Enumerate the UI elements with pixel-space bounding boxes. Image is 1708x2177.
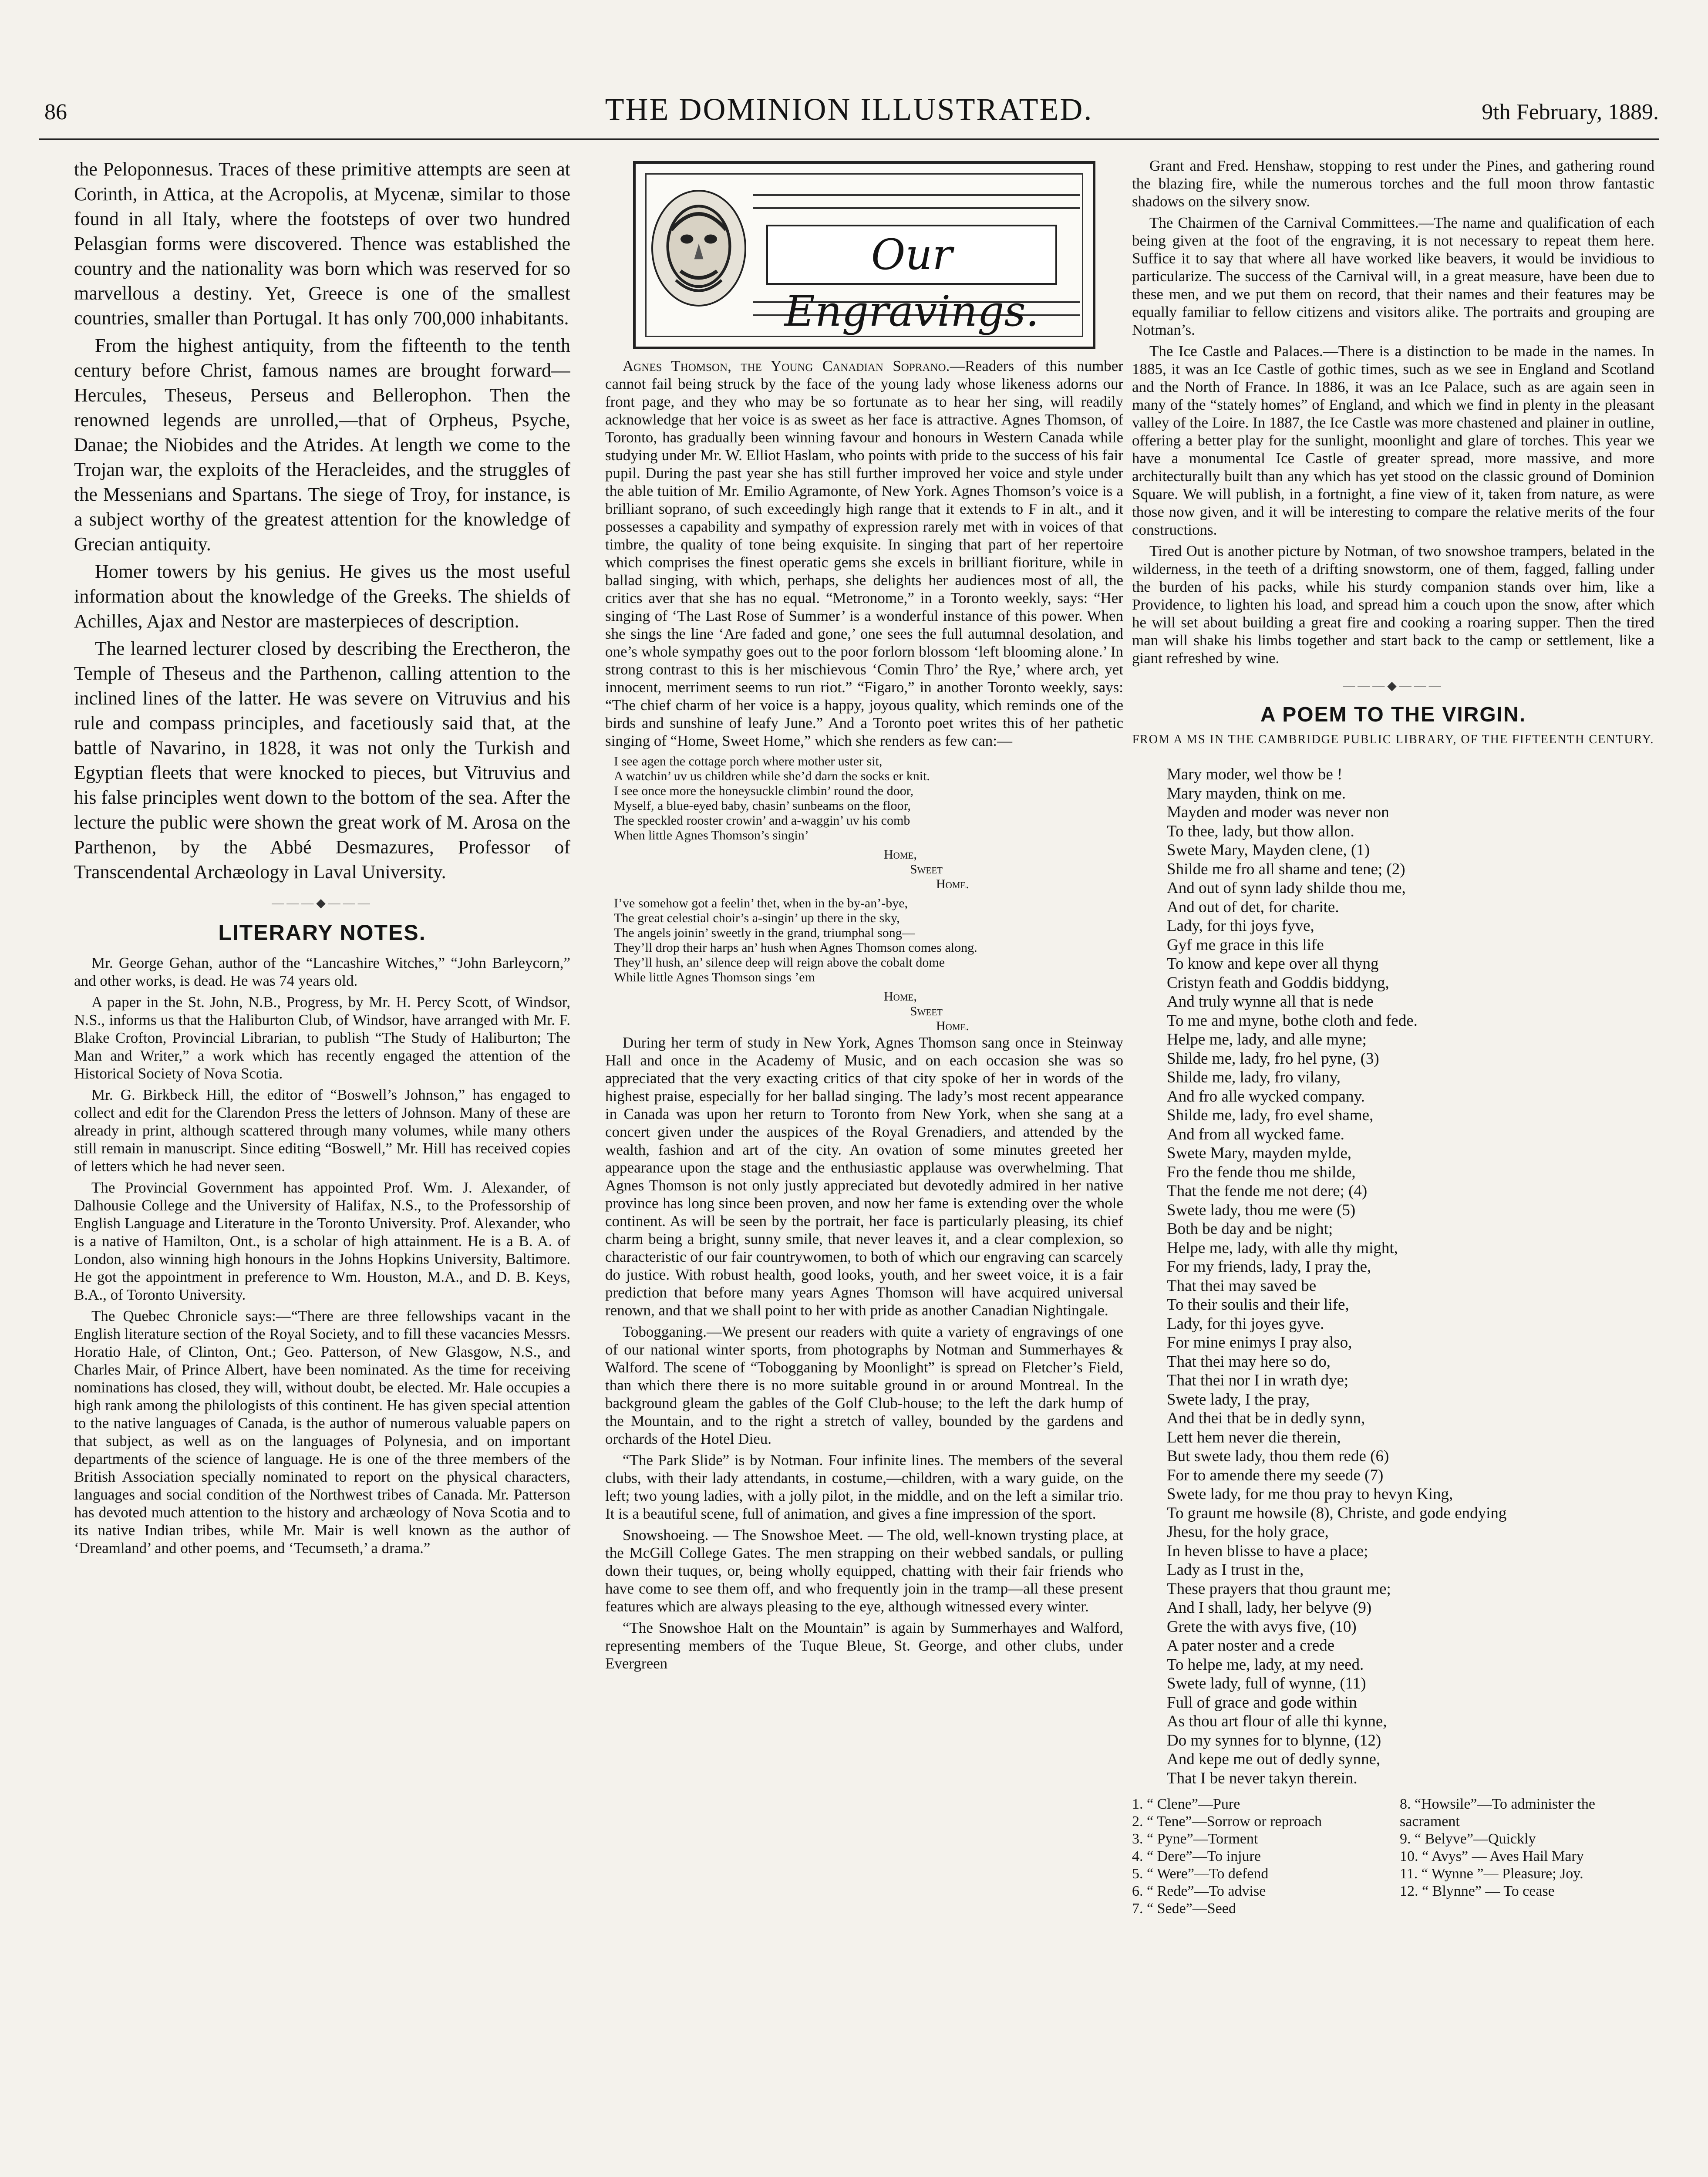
poem-line: Swete Mary, Mayden clene, (1) — [1167, 841, 1370, 859]
verse-line: I see agen the cottage porch where mother uster sit, — [614, 754, 883, 768]
verse-line: While little Agnes Thomson sings ’em — [614, 970, 815, 984]
verse-line: They’ll drop their harps an’ hush when Agnes Thomson comes along. — [614, 940, 977, 955]
poem-line: To thee, lady, but thow allon. — [1167, 822, 1354, 840]
page-number: 86 — [44, 100, 67, 125]
article-paragraph: From the highest antiquity, from the fifteenth to the tenth century before Christ, famous names are brought forward—Hercules, Theseus, Perseus and Bellerophon. Then the renowned legends are unrolled,—that of Orpheus, Psyche, Danae; the Niobides and the Atrides. At length we come to the Trojan war, the exploits of the Heracleides, and the struggles of the Messenians and Spartans. The siege of Troy, for instance, is a subject worthy of the greatest attention for the knowledge of Grecian antiquity. — [74, 335, 570, 555]
poem-line: Mary mayden, think on me. — [1167, 784, 1346, 802]
literary-notes — [74, 920, 570, 1557]
verse-line: I’ve somehow got a feelin’ thet, when in the by-an’-bye, — [614, 896, 908, 910]
verse-line: The speckled rooster crowin’ and a-waggin’ uv his comb — [614, 813, 910, 828]
refrain-word: Sweet — [910, 1004, 943, 1018]
poem-line: And truly wynne all that is nede — [1167, 993, 1374, 1011]
poem-line: And I shall, lady, her belyve (9) — [1167, 1599, 1372, 1617]
poem-source: FROM A MS IN THE CAMBRIDGE PUBLIC LIBRARY, OF THE FIFTEENTH CENTURY. — [1132, 733, 1654, 746]
poem-line: Mayden and moder was never non — [1167, 803, 1389, 821]
poem-line: Lett hem never die therein, — [1167, 1428, 1341, 1446]
verse-line: I see once more the honeysuckle climbin’ round the door, — [614, 784, 914, 798]
poem-line: For mine enimys I pray also, — [1167, 1334, 1352, 1351]
poem-line: These prayers that thou graunt me; — [1167, 1580, 1391, 1598]
glossary-entry: 5. “ Were”—To defend — [1132, 1866, 1269, 1882]
poem-line: Swete lady, full of wynne, (11) — [1167, 1675, 1366, 1692]
poem-line: Jhesu, for the holy grace, — [1167, 1523, 1329, 1541]
verse-line: Myself, a blue-eyed baby, chasin’ sunbeams on the floor, — [614, 799, 911, 813]
poem-line: And out of synn lady shilde thou me, — [1167, 879, 1406, 897]
poem-line: That thei may saved be — [1167, 1277, 1317, 1295]
journal-title: THE DOMINION ILLUSTRATED. — [605, 92, 1093, 127]
page-header — [39, 91, 1659, 144]
green-man-mask-icon — [651, 190, 746, 307]
poem-line: Shilde me, lady, fro hel pyne, (3) — [1167, 1049, 1379, 1068]
verse-line: The angels joinin’ sweetly in the grand, triumphal song— — [614, 926, 915, 940]
poem-line: And from all wycked fame. — [1167, 1125, 1344, 1143]
poem-line: Shilde me fro all shame and tene; (2) — [1167, 860, 1405, 878]
glossary-entry: 12. “ Blynne” — To cease — [1400, 1883, 1555, 1899]
poem-line: Helpe me, lady, and alle myne; — [1167, 1031, 1367, 1048]
verse-line: They’ll hush, an’ silence deep will reign above the cobalt dome — [614, 955, 945, 970]
poem-line: For my friends, lady, I pray the, — [1167, 1258, 1371, 1276]
glossary-entry: 3. “ Pyne”—Torment — [1132, 1831, 1258, 1847]
poem-line: Swete lady, I the pray, — [1167, 1390, 1310, 1409]
poem-line: Full of grace and gode within — [1167, 1693, 1357, 1712]
poem-line: Swete lady, for me thou pray to hevyn King, — [1167, 1485, 1453, 1503]
refrain-word: Sweet — [910, 862, 943, 876]
poem-line: To graunt me howsile (8), Christe, and gode endying — [1167, 1504, 1507, 1522]
poem-line: Lady, for thi joys fyve, — [1167, 917, 1314, 935]
our-engravings-banner — [633, 161, 1095, 349]
glossary-entry: 6. “ Rede”—To advise — [1132, 1883, 1266, 1899]
poem-line: And out of det, for charite. — [1167, 898, 1339, 916]
poem-verse — [614, 896, 1123, 985]
literary-note: Mr. George Gehan, author of the “Lancashire Witches,” “John Barleycorn,” and other works, is dead. He was 74 years old. — [74, 954, 570, 989]
refrain-word: Home, — [884, 989, 917, 1004]
glossary-entry: 2. “ Tene”—Sorrow or reproach — [1132, 1813, 1322, 1830]
glossary-entry: 7. “ Sede”—Seed — [1132, 1901, 1236, 1917]
poem-verse — [614, 754, 1123, 843]
poem-line: But swete lady, thou them rede (6) — [1167, 1447, 1389, 1465]
article-lead-head: Agnes Thomson, the Young Canadian Soprano. — [623, 357, 950, 374]
poem-line: Fro the fende thou me shilde, — [1167, 1163, 1356, 1181]
poem-line: In heven blisse to have a place; — [1167, 1542, 1368, 1560]
header-rule — [39, 138, 1659, 140]
poem-line: That I be never takyn therein. — [1167, 1769, 1358, 1787]
poem-line: As thou art flour of alle thi kynne, — [1167, 1712, 1387, 1730]
section-separator: ———◆——— — [1343, 679, 1444, 693]
poem-line: Lady, for thi joyes gyve. — [1167, 1314, 1324, 1333]
column-1 — [74, 157, 570, 2177]
literary-note: The Quebec Chronicle says:—“There are three fellowships vacant in the English literature section of the Royal Society, and to fill these vacancies Messrs. Horatio Hale, of Clinton, Ont.; Geo. Patterson, of New Glasgow, N.S., and Charles Mair, of Prince Albert, have been nominated. As the time for receiving nominations has closed, they will, without doubt, be elected. Mr. Hale occupies a high rank among the philologists of this continent. He has given special attention to the native languages of Canada, is the author of numerous valuable papers on that subject, as well as on the languages of Polynesia, and on important departments of the science of language. He is one of the three members of the British Association specially nominated to report on the physical characters, languages and social condition of the Northwest tribes of Canada. Mr. Patterson has devoted much attention to the history and archæology of Nova Scotia and to its native Indian tribes, while Mr. Mair is well known as the author of ‘Dreamland’ and other poems, and ‘Tecumseth,’ a drama.” — [74, 1308, 570, 1557]
poem-line: Lady as I trust in the, — [1167, 1561, 1304, 1579]
poem-line: Swete Mary, mayden mylde, — [1167, 1144, 1352, 1162]
poem-line: To me and myne, bothe cloth and fede. — [1167, 1011, 1418, 1030]
article-paragraph: The Ice Castle and Palaces.—There is a distinction to be made in the names. In 1885, it was an Ice Castle of gothic times, such as we see in England and Scotland and the North of France. In 1886, it was an Ice Palace, such as are again seen in many of the “stately homes” of England, and which we find in plenty in the pleasant valley of the Loire. In 1887, the Ice Castle was more chastened and plainer in outline, offering a better play for the sunlight, moonlight and glare of torches. This year we have a monumental Ice Castle of greater spread, more massive, and more architecturally built than any which has yet stood on the classic ground of Dominion Square. We will publish, in a fortnight, a fine view of it, taken from nature, as were those now given, and it will be interesting to compare the relative merits of the four constructions. — [1132, 343, 1654, 538]
issue-date: 9th February, 1889. — [1482, 100, 1659, 125]
verse-refrain — [605, 847, 1123, 892]
article-paragraph: Grant and Fred. Henshaw, stopping to rest under the Pines, and gathering round the blazing fire, while the numerous torches and the full moon throw fantastic shadows on the silvery snow. — [1132, 157, 1654, 210]
poem-title: A POEM TO THE VIRGIN. — [1260, 703, 1526, 726]
poem-line: Helpe me, lady, with alle thy might, — [1167, 1239, 1398, 1257]
poem-line: Swete lady, thou me were (5) — [1167, 1201, 1356, 1219]
refrain-word: Home. — [936, 1019, 969, 1033]
literary-notes-heading: LITERARY NOTES. — [218, 920, 426, 945]
verse-refrain — [605, 989, 1123, 1034]
refrain-word: Home, — [884, 847, 917, 862]
article-paragraph: Homer towers by his genius. He gives us the most useful information about the knowledge of the Greeks. The shields of Achilles, Ajax and Nestor are masterpieces of description. — [74, 561, 570, 632]
literary-note: A paper in the St. John, N.B., Progress, by Mr. H. Percy Scott, of Windsor, N.S., informs us that the Haliburton Club, of Windsor, have arranged with Mr. F. Blake Crofton, Provincial Librarian, to publish “The Study of Haliburton; The Man and Writer,” a work which has recently engaged the attention of the Historical Society of Nova Scotia. — [74, 994, 570, 1082]
literary-note: The Provincial Government has appointed Prof. Wm. J. Alexander, of Dalhousie College and the University of Halifax, N.S., to the Professorship of English Language and Literature in the Toronto University. Prof. Alexander, who is a native of Hamilton, Ont., is a scholar of high attainment. He is a B. A. of London, also winning high honours in the Johns Hopkins University, Baltimore. He got the appointment in preference to Wm. Houston, M.A., and D. B. Keys, B.A., of Toronto University. — [74, 1179, 570, 1303]
article-paragraph: “The Snowshoe Halt on the Mountain” is again by Summerhayes and Walford, representing members of the Tuque Bleue, St. George, and other clubs, under Evergreen — [605, 1619, 1123, 1672]
glossary-entry: 9. “ Belyve”—Quickly — [1400, 1831, 1536, 1847]
poem-line: A pater noster and a crede — [1167, 1637, 1335, 1655]
poem-line: That thei nor I in wrath dye; — [1167, 1372, 1349, 1389]
glossary-right — [1400, 1796, 1654, 1918]
poem-line: For to amende there my seede (7) — [1167, 1466, 1384, 1484]
poem-line: Shilde me, lady, fro vilany, — [1167, 1068, 1341, 1086]
poem-line: Mary moder, wel thow be ! — [1167, 765, 1343, 783]
literary-note: Mr. G. Birkbeck Hill, the editor of “Boswell’s Johnson,” has engaged to collect and edit for the Clarendon Press the letters of Johnson. Many of these are already in print, although scattered through many volumes, while many others still remain in manuscript. Since editing “Boswell,” Mr. Hill has received copies of letters which he had never seen. — [74, 1086, 570, 1175]
poem-glossary — [1132, 1796, 1654, 1918]
verse-line: The great celestial choir’s a-singin’ up there in the sky, — [614, 911, 900, 925]
article-paragraph: The Chairmen of the Carnival Committees.—The name and qualification of each being given at the foot of the engraving, it is not necessary to repeat them here. Suffice it to say that where all have worked like beavers, it would be invidious to particularize. The success of the Carnival will, in a great measure, have been due to these men, and we put them on record, that their names and their features may be equally familiar to fellow citizens and visitors alike. The portraits and grouping are Notman’s. — [1132, 214, 1654, 338]
article-paragraph: Tired Out is another picture by Notman, of two snowshoe trampers, belated in the wilderness, in the teeth of a drifting snowstorm, one of them, fagged, falling under the burden of his packs, while his sturdy companion stands over him, like a Providence, to lighten his load, and spread him a couch upon the snow, after which he will set about building a great fire and cooking a roaring supper. Then the tired man will shake his limbs together and start back to the camp or settlement, like a giant refreshed by wine. — [1132, 543, 1654, 667]
article-paragraph: Tobogganing.—We present our readers with quite a variety of engravings of one of our national winter sports, from photographs by Notman and Summerhayes & Walford. The scene of “Tobogganing by Moonlight” is spread on Fletcher’s Field, than which there there is no more suitable ground in or around Montreal. In the background gleam the gables of the Golf Club-house; to the left the dark hump of the Mountain, and to the right a stretch of valley, bounded by the gardens and orchards of the Hotel Dieu. — [605, 1323, 1123, 1447]
article-paragraph — [605, 357, 1123, 750]
article-paragraph: the Peloponnesus. Traces of these primitive attempts are seen at Corinth, in Attica, at the Acropolis, at Mycenæ, similar to those found in all Italy, where the footsteps of over two hundred Pelasgian forms were discovered. Thence was established the country and the nationality was born which was reserved for so marvellous a destiny. Yet, Greece is one of the smallest countries, smaller than Portugal. It has only 700,000 inhabitants. — [74, 158, 570, 329]
poem-line: To their soulis and their life, — [1167, 1296, 1349, 1314]
glossary-left — [1132, 1796, 1387, 1918]
poem-line: That thei may here so do, — [1167, 1352, 1331, 1371]
verse-line: When little Agnes Thomson’s singin’ — [614, 828, 809, 842]
article-paragraph: “The Park Slide” is by Notman. Four infinite lines. The members of the several clubs, with their lady attendants, in costume,—children, with a wary guide, on the left; two young ladies, with a jolly pilot, in the middle, and on the left a similar trio. It is a beautiful scene, full of animation, and gives a fine impression of the sport. — [605, 1452, 1123, 1522]
poem-body — [1167, 765, 1654, 1788]
poem-line: And kepe me out of dedly synne, — [1167, 1750, 1381, 1768]
poem-line: Grete the with avys five, (10) — [1167, 1618, 1357, 1636]
refrain-word: Home. — [936, 877, 969, 891]
poem-line: Cristyn feath and Goddis biddyng, — [1167, 974, 1389, 992]
banner-title: Our Engravings. — [766, 225, 1057, 285]
glossary-entry: 10. “ Avys” — Aves Hail Mary — [1400, 1848, 1584, 1864]
poem-line: Gyf me grace in this life — [1167, 936, 1324, 954]
glossary-entry: 4. “ Dere”—To injure — [1132, 1848, 1261, 1864]
column-3 — [1132, 157, 1654, 2177]
verse-line: A watchin’ uv us children while she’d darn the socks er knit. — [614, 769, 930, 783]
poem-line: And fro alle wycked company. — [1167, 1087, 1365, 1105]
section-separator: ———◆——— — [272, 896, 373, 910]
poem-line: And thei that be in dedly synn, — [1167, 1409, 1365, 1427]
banner-fret-top — [753, 194, 1080, 209]
article-text: —Readers of this number cannot fail being struck by the face of the young lady whose likeness adorns our front page, and they who may be so fortunate as to hear her sing, will readily acknowledge that her voice is as sweet as her face is attractive. Agnes Thomson, of Toronto, has gradually been winning favour and honours in Western Canada while studying under Mr. W. Elliot Haslam, who points with pride to the success of his fair pupil. During the past year she has still further improved her voice and style under the able tuition of Mr. Emilio Agramonte, of New York. Agnes Thomson’s voice is a brilliant soprano, of such exceedingly high range that it extends to F in alt., and it possesses a capability and sympathy of expression rarely met with in voices of that timbre, the quality of tone being exquisite. In singing that part of her repertoire which comprises the finest operatic gems she excels in brilliant fioriture, while in ballad singing, with which, perhaps, she delights her audiences most of all, the critics aver that she has no equal. “Metronome,” in a Toronto weekly, says: “Her singing of ‘The Last Rose of Summer’ is a wonderful instance of this power. When she sings the line ‘Are faded and gone,’ one sees the full autumnal desolation, and one’s whole sympathy goes out to the poor forlorn blossom ‘left blooming alone.’ In strong contrast to this is her mischievous ‘Comin Thro’ the Rye,’ where arch, yet innocent, merriment seems to run riot.” “Figaro,” in another Toronto weekly, says: “The chief charm of her voice is a happy, joyous quality, which reminds one of the birds and sunshine of leafy June.” And a Toronto poet writes this of her pathetic singing of “Home, Sweet Home,” which she renders as few can:— — [605, 357, 1123, 749]
poem-line: That the fende me not dere; (4) — [1167, 1182, 1368, 1200]
poem-line: To helpe me, lady, at my need. — [1167, 1655, 1364, 1674]
poem-line: Both be day and be night; — [1167, 1220, 1333, 1238]
glossary-entry: 8. “Howsile”—To administer the sacrament — [1400, 1796, 1595, 1830]
article-paragraph: The learned lecturer closed by describing the Erectheron, the Temple of Theseus and the Parthenon, calling attention to the inclined lines of the latter. He was severe on Vitruvius and his rule and compass principles, and facetiously said that, at the battle of Navarino, in 1828, it was not only the Turkish and Egyptian fleets that were knocked to pieces, but Vitruvius and his false principles went down to the bottom of the sea. After the lecture the public were shown the great work of M. Arosa on the Parthenon, by the Abbé Desmazures, Professor of Transcendental Archæology in Laval University. — [74, 638, 570, 883]
glossary-entry: 11. “ Wynne ”— Pleasure; Joy. — [1400, 1866, 1583, 1882]
column-2 — [605, 157, 1123, 2177]
article-paragraph: Snowshoeing. — The Snowshoe Meet. — The old, well-known trysting place, at the McGill College Gates. The men strapping on their webbed sandals, or pulling down their tuques, or, being wholly equipped, chatting with their fair friends who have come to see them off, and who frequently join in the tramp—all these present features which are always pleasing to the eye, although witnessed every winter. — [605, 1527, 1123, 1615]
glossary-entry: 1. “ Clene”—Pure — [1132, 1796, 1240, 1812]
mask-drawing — [653, 192, 745, 305]
article-paragraph: During her term of study in New York, Agnes Thomson sang once in Steinway Hall and once in the Academy of Music, and on each occasion she was so appreciated that the very exacting critics of that city spoke of her in words of the highest praise, especially for her ballad singing. The lady’s most recent appearance in Canada was upon her return to Toronto from New York, when she sang at a concert given under the auspices of the Royal Grenadiers, and attended by the wealth, fashion and art of the city. An ovation of some minutes greeted her appearance upon the stage and the enthusiastic applause was overwhelming. That Agnes Thomson is not only justly appreciated but devotedly admired in her native province has long since been proven, and now her fame is extending over the whole continent. As will be seen by the portrait, her face is particularly pleasing, its chief charm being a bright, sunny smile, that never leaves it, and a clear complexion, so characteristic of our fair countrywomen, to both of which our engraving can scarcely do justice. With robust health, good looks, youth, and her sweet voice, it is a fair prediction that before many years Agnes Thomson will have acquired universal renown, and that we shall point to her with pride as another Canadian Nightingale. — [605, 1034, 1123, 1319]
poem-line: Shilde me, lady, fro evel shame, — [1167, 1106, 1374, 1124]
poem-line: Do my synnes for to blynne, (12) — [1167, 1731, 1381, 1749]
poem-line: To know and kepe over all thyng — [1167, 955, 1379, 973]
